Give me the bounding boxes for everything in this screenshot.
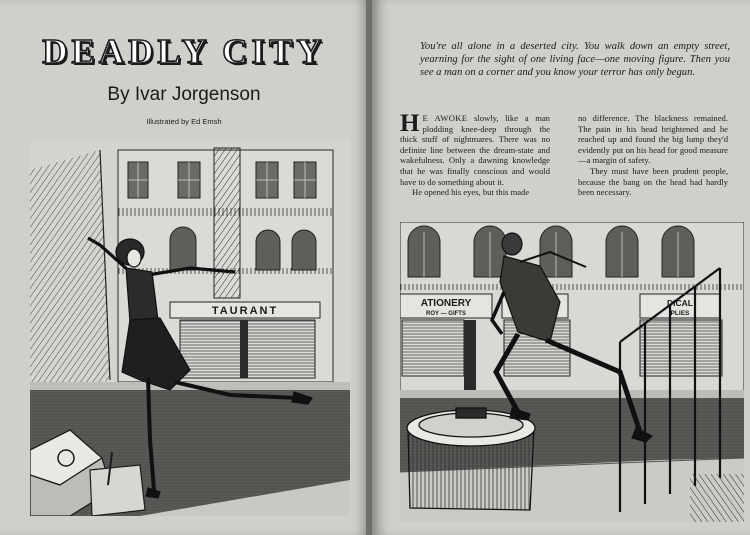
running-man-illustration (400, 222, 744, 522)
story-blurb: You're all alone in a deserted city. You walk down an empty street, yearning for the sight of one living face—one moving figure. Then you see a man on a corner and you know your terror has only begun. (420, 41, 730, 78)
medical-sub-sign: PLIES (670, 310, 690, 317)
running-woman-illustration (30, 140, 350, 516)
left-page (0, 0, 368, 535)
stationery-sign: ATIONERY (420, 298, 472, 309)
drop-cap: H (400, 110, 420, 137)
col2-paragraph-1: no difference. The blackness remained. The pain in his head brightened and he reached up and found the big lump they'd evidently put on his head for good measure—a margin of safety. (578, 113, 728, 166)
story-byline: By Ivar Jorgenson (107, 84, 261, 105)
illustrator-credit: Illustrated by Ed Emsh (146, 117, 222, 126)
trash-can (407, 408, 535, 510)
stationery-sub-sign: ROY — GIFTS (426, 311, 466, 317)
col2-paragraph-2: They must have been prudent people, because the bang on the head had hardly been necessary. (578, 165, 728, 198)
restaurant-sign: TAURANT (211, 305, 279, 317)
lead-caps: E AWOKE (422, 113, 468, 123)
right-page (372, 0, 750, 535)
medical-sign: DICAL (667, 298, 693, 308)
story-title: DEADLY CITY (42, 32, 326, 71)
col1-paragraph-2: He opened his eyes, but this made (412, 187, 530, 198)
body-column-2 (578, 113, 728, 198)
col1-paragraph-1: slowly, like a man plodding knee-deep through the thick stuff of nightmares. There was no definite line between the dream-state and wakefulness. Only a dawning knowledge that he was finally conscious and would have to do something about it. (400, 113, 550, 187)
body-column-1 (400, 110, 550, 198)
